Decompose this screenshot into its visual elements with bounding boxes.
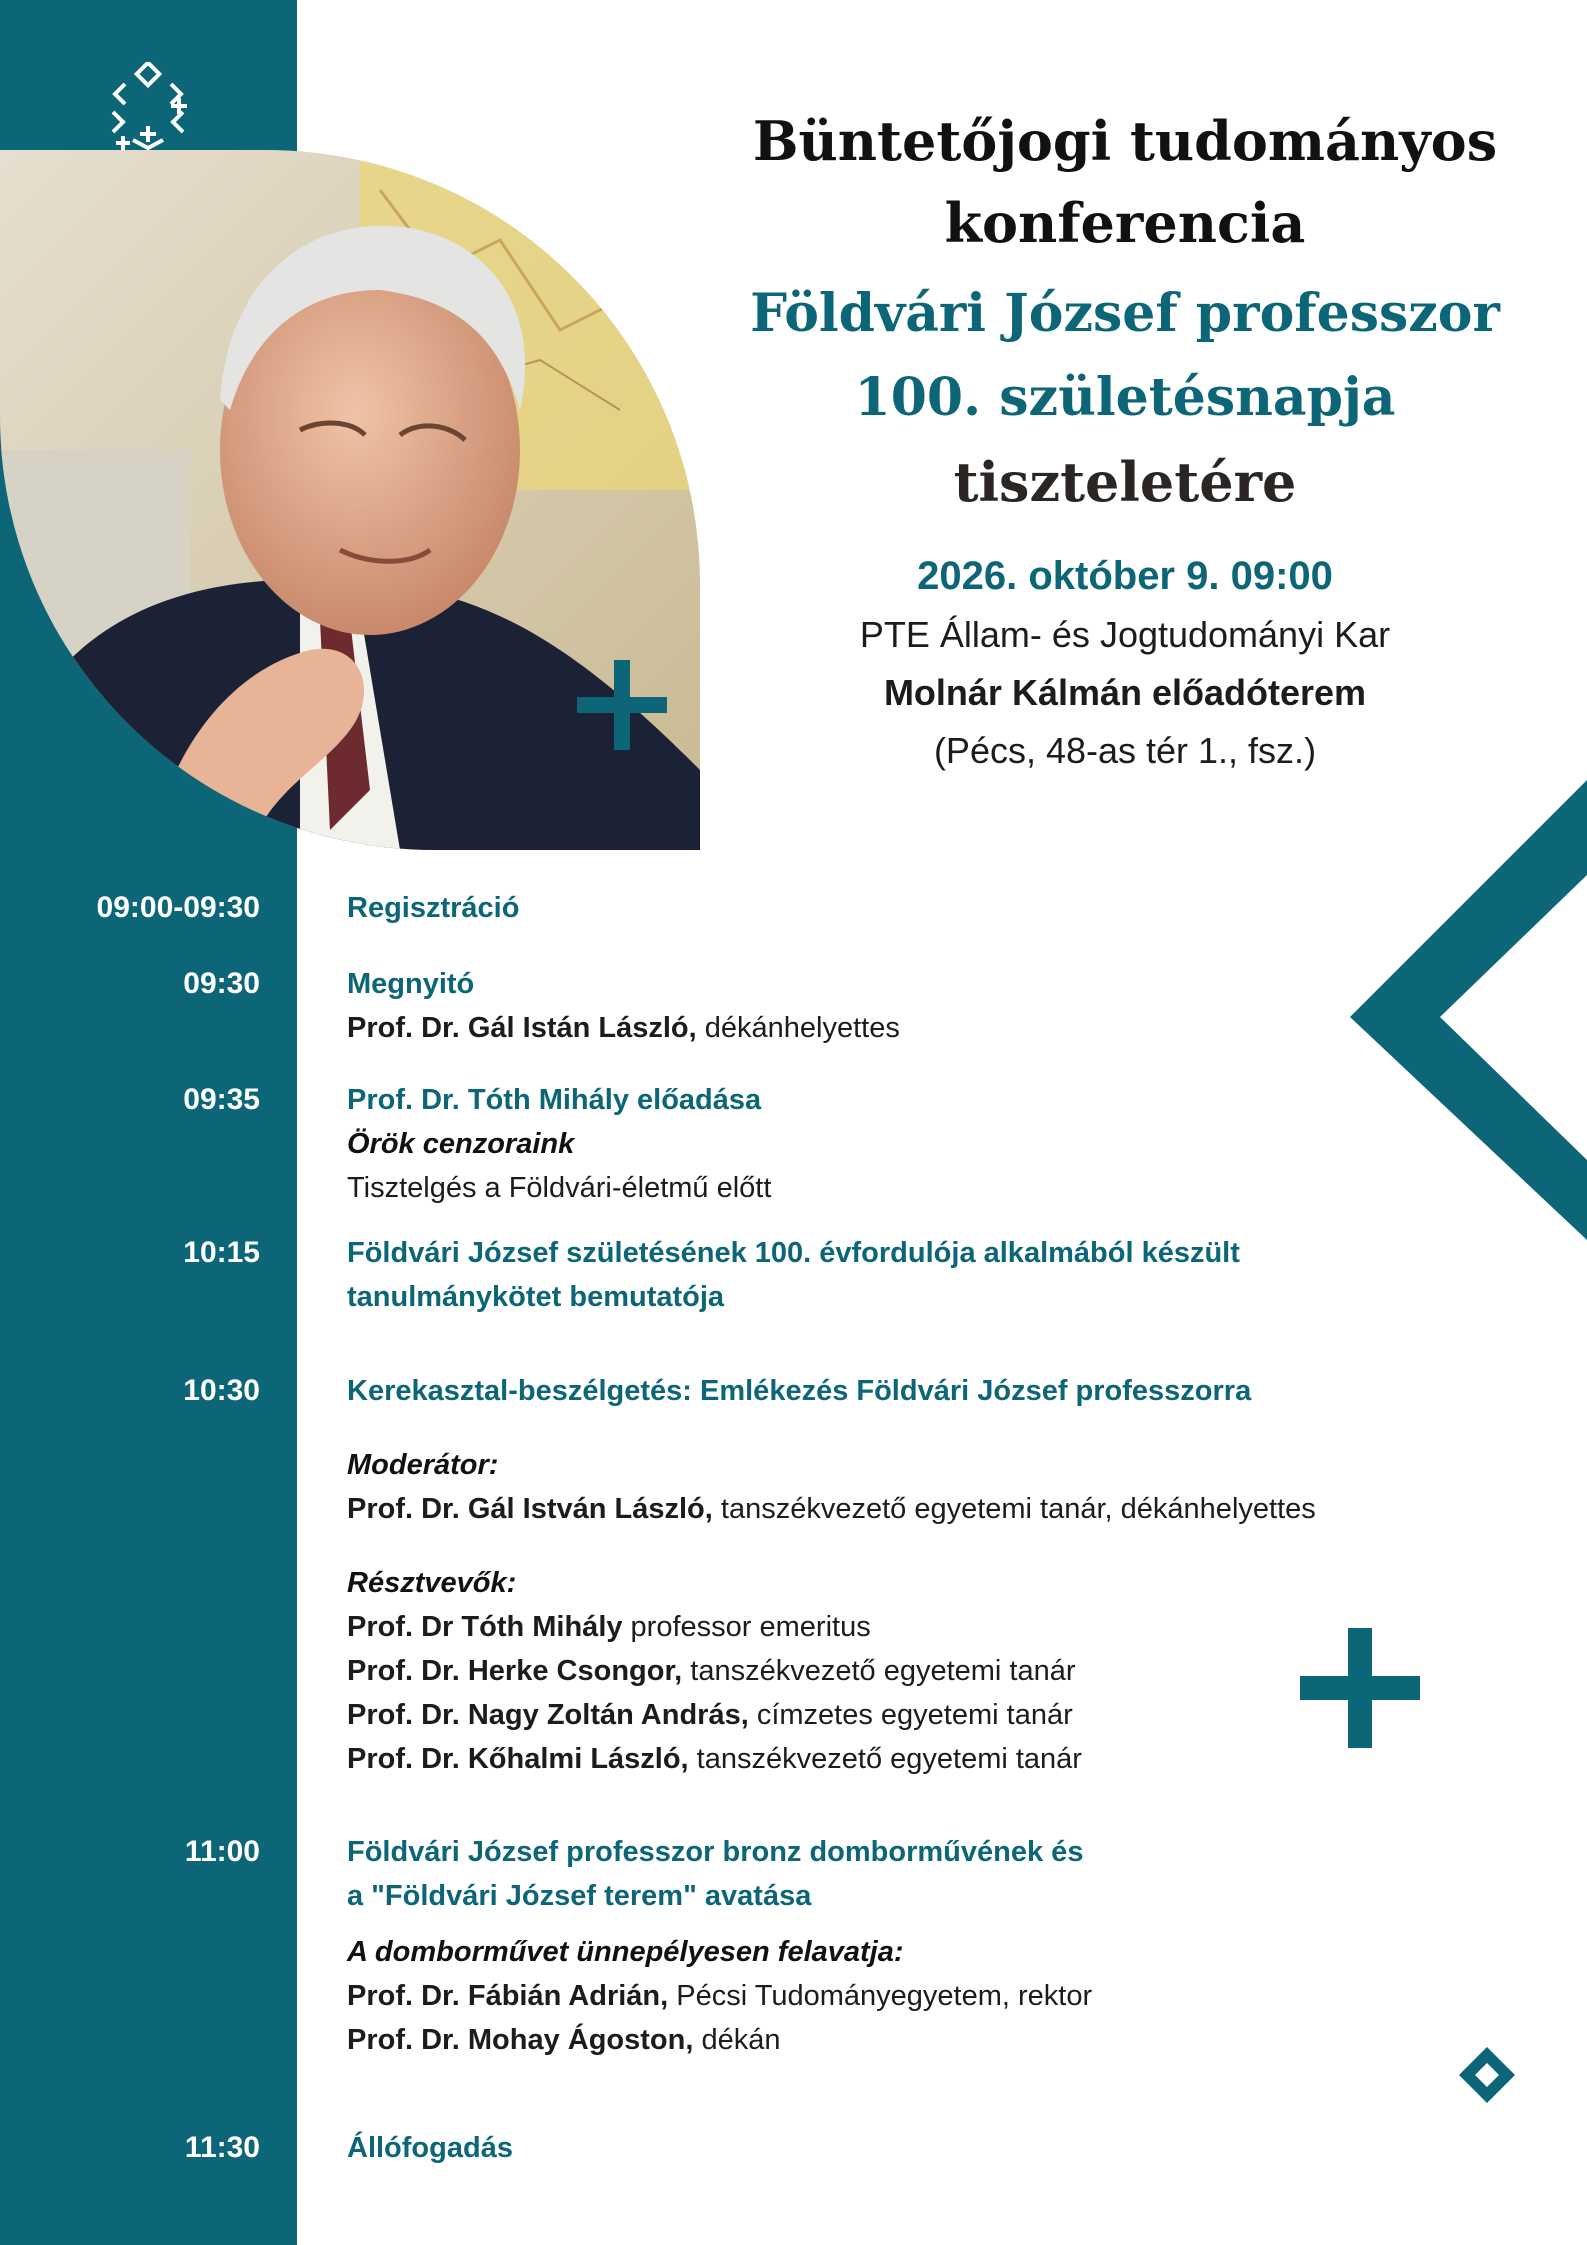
unveiling-label: A domborművet ünnepélyesen felavatja: xyxy=(347,1936,904,1968)
venue-address: (Pécs, 48-as tér 1., fsz.) xyxy=(933,730,1317,771)
program-time: 09:35 xyxy=(183,1083,260,1116)
moderator-label: Moderátor: xyxy=(347,1449,499,1481)
participant-line xyxy=(347,1649,1497,1693)
moderator-name: Prof. Dr. Gál István László, xyxy=(347,1493,713,1525)
speaker-role: Pécsi Tudományegyetem, rektor xyxy=(668,1980,1093,2012)
pte-logo-icon xyxy=(103,62,193,152)
speaker-role: dékánhelyettes xyxy=(696,1012,900,1044)
participant-name: Prof. Dr. Nagy Zoltán András, xyxy=(347,1699,749,1731)
program-title-line-1: Földvári József születésének 100. évfordulója alkalmából készült xyxy=(347,1237,1240,1269)
program-time: 11:00 xyxy=(184,1835,260,1868)
participant-line xyxy=(347,1605,1497,1649)
subtitle-line-1: Földvári József professzor xyxy=(750,283,1500,344)
subtitle-line-3: tiszteletére xyxy=(953,450,1297,514)
lecture-title: Örök cenzoraink xyxy=(347,1128,575,1160)
program-title-line-1: Földvári József professzor bronz domborművének és xyxy=(347,1836,1084,1868)
participant-name: Prof. Dr Tóth Mihály xyxy=(347,1611,623,1643)
header-block xyxy=(700,100,1550,780)
program-title: Regisztráció xyxy=(347,892,520,924)
participant-role: tanszékvezető egyetemi tanár xyxy=(682,1655,1076,1687)
program-title: Állófogadás xyxy=(347,2132,513,2164)
participant-role: címzetes egyetemi tanár xyxy=(748,1699,1073,1731)
program-time: 10:30 xyxy=(183,1374,260,1407)
subtitle-line-2: 100. születésnapja xyxy=(854,367,1396,428)
program-time: 09:30 xyxy=(183,967,260,1000)
venue-faculty: PTE Állam- és Jogtudományi Kar xyxy=(859,614,1391,655)
program-time: 09:00-09:30 xyxy=(96,891,260,924)
program-title-line-2: tanulmánykötet bemutatója xyxy=(347,1281,725,1313)
moderator-role: tanszékvezető egyetemi tanár, dékánhelyettes xyxy=(712,1493,1316,1525)
participant-name: Prof. Dr. Herke Csongor, xyxy=(347,1655,683,1687)
speaker-name: Prof. Dr. Fábián Adrián, xyxy=(347,1980,669,2012)
speaker-name: Prof. Dr. Mohay Ágoston, xyxy=(347,2024,694,2056)
program-time: 11:30 xyxy=(184,2131,260,2164)
program-title: Megnyitó xyxy=(347,968,475,1000)
participant-line xyxy=(347,1737,1497,1781)
participants-label: Résztvevők: xyxy=(347,1567,517,1599)
program-title: Kerekasztal-beszélgetés: Emlékezés Földvári József professzorra xyxy=(347,1375,1252,1407)
participant-role: tanszékvezető egyetemi tanár xyxy=(688,1743,1082,1775)
program-title: Prof. Dr. Tóth Mihály előadása xyxy=(347,1084,762,1116)
lecture-description: Tisztelgés a Földvári-életmű előtt xyxy=(347,1172,772,1204)
participant-line xyxy=(347,1693,1497,1737)
conference-title-line-1: Büntetőjogi tudományos xyxy=(752,109,1498,173)
venue-room: Molnár Kálmán előadóterem xyxy=(883,672,1367,713)
speaker-line xyxy=(347,1006,1497,1050)
speaker-name: Prof. Dr. Gál Istán László, xyxy=(347,1012,697,1044)
program-time: 10:15 xyxy=(183,1236,260,1269)
participant-role: professor emeritus xyxy=(622,1611,871,1643)
event-date: 2026. október 9. 09:00 xyxy=(917,554,1333,598)
participant-name: Prof. Dr. Kőhalmi László, xyxy=(347,1743,689,1775)
program-title-line-2: a "Földvári József terem" avatása xyxy=(347,1880,812,1912)
speaker-line xyxy=(347,2018,1497,2062)
plus-decoration-icon xyxy=(577,660,667,750)
moderator-line xyxy=(347,1487,1497,1531)
speaker-role: dékán xyxy=(693,2024,781,2056)
speaker-line xyxy=(347,1974,1497,2018)
conference-title-line-2: konferencia xyxy=(944,191,1306,255)
